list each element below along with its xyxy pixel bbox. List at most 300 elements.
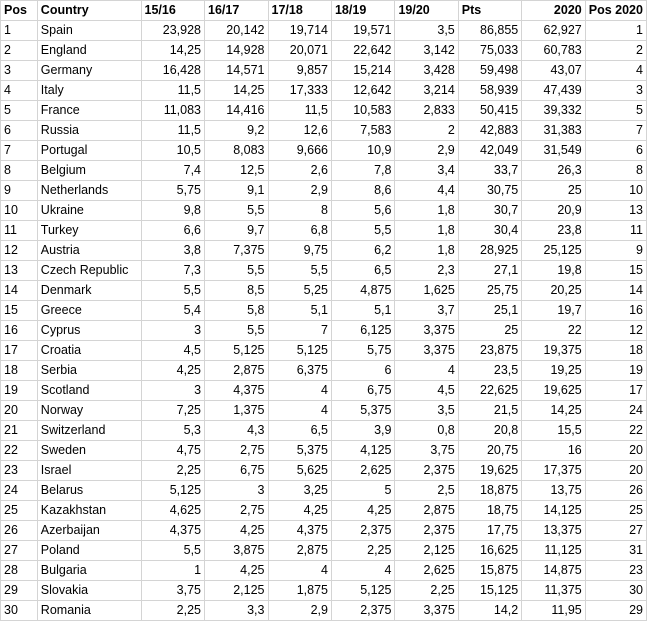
cell-season-19-20: 1,8 [395,241,458,261]
cell-season-15-16: 1 [141,561,204,581]
cell-season-19-20: 3,375 [395,341,458,361]
cell-season-16-17: 3 [205,481,268,501]
table-row [1,41,647,61]
cell-season-17-18: 5,125 [268,341,331,361]
cell-season-16-17: 5,8 [205,301,268,321]
cell-season-19-20: 2,375 [395,461,458,481]
cell-country: Poland [37,541,141,561]
table-row [1,321,647,341]
cell-season-15-16: 4,625 [141,501,204,521]
table-row [1,301,647,321]
cell-season-19-20: 2,9 [395,141,458,161]
cell-2020: 19,375 [522,341,585,361]
cell-pos: 20 [1,401,38,421]
cell-country: Spain [37,21,141,41]
cell-country: Italy [37,81,141,101]
cell-pos-2020: 18 [585,341,646,361]
table-row [1,101,647,121]
cell-country: Czech Republic [37,261,141,281]
cell-season-19-20: 2,833 [395,101,458,121]
cell-points: 25,75 [458,281,521,301]
cell-points: 30,75 [458,181,521,201]
cell-pos-2020: 7 [585,121,646,141]
table-row [1,21,647,41]
cell-season-19-20: 2 [395,121,458,141]
cell-season-17-18: 5,375 [268,441,331,461]
cell-season-17-18: 1,875 [268,581,331,601]
cell-country: Greece [37,301,141,321]
cell-season-19-20: 1,8 [395,221,458,241]
cell-pos-2020: 2 [585,41,646,61]
cell-country: Slovakia [37,581,141,601]
cell-2020: 47,439 [522,81,585,101]
cell-season-19-20: 3,375 [395,601,458,621]
cell-season-19-20: 3,142 [395,41,458,61]
header-season-15-16: 15/16 [141,1,204,21]
cell-season-19-20: 3,428 [395,61,458,81]
cell-season-17-18: 8 [268,201,331,221]
header-season-19-20: 19/20 [395,1,458,21]
cell-season-15-16: 3,75 [141,581,204,601]
header-country: Country [37,1,141,21]
header-2020: 2020 [522,1,585,21]
cell-points: 20,75 [458,441,521,461]
table-row [1,501,647,521]
cell-points: 21,5 [458,401,521,421]
cell-pos-2020: 13 [585,201,646,221]
cell-pos: 19 [1,381,38,401]
header-season-17-18: 17/18 [268,1,331,21]
cell-pos: 27 [1,541,38,561]
cell-season-15-16: 5,4 [141,301,204,321]
cell-season-16-17: 14,571 [205,61,268,81]
cell-season-16-17: 20,142 [205,21,268,41]
table-row [1,221,647,241]
cell-country: Sweden [37,441,141,461]
cell-country: Israel [37,461,141,481]
cell-2020: 16 [522,441,585,461]
cell-season-18-19: 6,2 [331,241,394,261]
cell-points: 15,125 [458,581,521,601]
cell-season-16-17: 6,75 [205,461,268,481]
table-row [1,401,647,421]
cell-pos: 12 [1,241,38,261]
cell-pos: 8 [1,161,38,181]
cell-season-18-19: 6,5 [331,261,394,281]
cell-points: 86,855 [458,21,521,41]
cell-season-17-18: 5,5 [268,261,331,281]
cell-2020: 31,383 [522,121,585,141]
cell-2020: 20,9 [522,201,585,221]
cell-2020: 60,783 [522,41,585,61]
cell-season-18-19: 4,875 [331,281,394,301]
cell-pos-2020: 6 [585,141,646,161]
cell-points: 50,415 [458,101,521,121]
cell-country: Azerbaijan [37,521,141,541]
cell-season-16-17: 2,125 [205,581,268,601]
cell-season-18-19: 10,583 [331,101,394,121]
cell-season-16-17: 2,75 [205,441,268,461]
cell-pos-2020: 19 [585,361,646,381]
cell-season-17-18: 9,75 [268,241,331,261]
cell-2020: 11,375 [522,581,585,601]
cell-season-15-16: 14,25 [141,41,204,61]
cell-season-16-17: 5,5 [205,321,268,341]
cell-points: 15,875 [458,561,521,581]
cell-season-15-16: 2,25 [141,601,204,621]
cell-season-19-20: 3,214 [395,81,458,101]
cell-country: Cyprus [37,321,141,341]
cell-2020: 14,125 [522,501,585,521]
cell-points: 42,883 [458,121,521,141]
cell-2020: 23,8 [522,221,585,241]
cell-season-18-19: 12,642 [331,81,394,101]
cell-season-17-18: 4,25 [268,501,331,521]
cell-season-17-18: 6,5 [268,421,331,441]
cell-pos: 21 [1,421,38,441]
cell-points: 42,049 [458,141,521,161]
cell-2020: 11,95 [522,601,585,621]
table-row [1,121,647,141]
cell-points: 14,2 [458,601,521,621]
cell-country: Bulgaria [37,561,141,581]
table-row [1,441,647,461]
cell-points: 27,1 [458,261,521,281]
cell-season-19-20: 3,75 [395,441,458,461]
cell-2020: 62,927 [522,21,585,41]
cell-pos: 30 [1,601,38,621]
cell-country: Netherlands [37,181,141,201]
cell-pos: 28 [1,561,38,581]
cell-season-16-17: 7,375 [205,241,268,261]
cell-season-18-19: 4,125 [331,441,394,461]
cell-pos-2020: 27 [585,521,646,541]
cell-pos: 22 [1,441,38,461]
cell-season-19-20: 2,25 [395,581,458,601]
cell-season-16-17: 4,375 [205,381,268,401]
cell-pos-2020: 9 [585,241,646,261]
cell-pos: 7 [1,141,38,161]
cell-season-16-17: 9,2 [205,121,268,141]
cell-points: 17,75 [458,521,521,541]
cell-season-18-19: 15,214 [331,61,394,81]
cell-season-16-17: 4,3 [205,421,268,441]
cell-season-17-18: 2,9 [268,181,331,201]
cell-season-15-16: 5,5 [141,281,204,301]
cell-season-17-18: 2,6 [268,161,331,181]
cell-season-16-17: 14,416 [205,101,268,121]
cell-points: 23,5 [458,361,521,381]
cell-pos-2020: 12 [585,321,646,341]
cell-country: England [37,41,141,61]
header-row [1,1,647,21]
cell-season-15-16: 5,3 [141,421,204,441]
table-row [1,521,647,541]
cell-pos: 6 [1,121,38,141]
cell-season-15-16: 5,125 [141,481,204,501]
cell-2020: 31,549 [522,141,585,161]
cell-season-18-19: 2,375 [331,601,394,621]
cell-season-18-19: 6,75 [331,381,394,401]
cell-season-18-19: 5,5 [331,221,394,241]
cell-points: 16,625 [458,541,521,561]
cell-2020: 20,25 [522,281,585,301]
cell-points: 19,625 [458,461,521,481]
cell-season-18-19: 5,1 [331,301,394,321]
table-row [1,201,647,221]
cell-pos-2020: 3 [585,81,646,101]
header-pos-2020: Pos 2020 [585,1,646,21]
cell-season-18-19: 6,125 [331,321,394,341]
cell-2020: 19,8 [522,261,585,281]
cell-pos: 25 [1,501,38,521]
cell-pos-2020: 30 [585,581,646,601]
cell-season-17-18: 19,714 [268,21,331,41]
cell-2020: 13,75 [522,481,585,501]
cell-season-17-18: 9,666 [268,141,331,161]
cell-season-19-20: 4 [395,361,458,381]
cell-season-18-19: 2,25 [331,541,394,561]
cell-points: 30,7 [458,201,521,221]
table-row [1,561,647,581]
cell-season-19-20: 1,8 [395,201,458,221]
cell-points: 18,875 [458,481,521,501]
cell-season-18-19: 8,6 [331,181,394,201]
cell-2020: 14,25 [522,401,585,421]
cell-country: Austria [37,241,141,261]
cell-points: 75,033 [458,41,521,61]
cell-season-16-17: 5,5 [205,261,268,281]
cell-season-15-16: 4,75 [141,441,204,461]
cell-season-15-16: 16,428 [141,61,204,81]
cell-season-16-17: 8,5 [205,281,268,301]
cell-pos-2020: 26 [585,481,646,501]
cell-season-18-19: 10,9 [331,141,394,161]
cell-2020: 39,332 [522,101,585,121]
cell-season-16-17: 14,25 [205,81,268,101]
cell-pos-2020: 25 [585,501,646,521]
cell-season-19-20: 2,625 [395,561,458,581]
cell-season-19-20: 4,4 [395,181,458,201]
cell-season-18-19: 2,625 [331,461,394,481]
cell-pos-2020: 5 [585,101,646,121]
table-row [1,381,647,401]
cell-season-19-20: 3,5 [395,21,458,41]
cell-season-19-20: 4,5 [395,381,458,401]
cell-season-17-18: 17,333 [268,81,331,101]
cell-season-19-20: 3,5 [395,401,458,421]
cell-season-18-19: 2,375 [331,521,394,541]
table-row [1,181,647,201]
cell-pos: 26 [1,521,38,541]
cell-points: 33,7 [458,161,521,181]
cell-season-15-16: 4,375 [141,521,204,541]
cell-country: France [37,101,141,121]
cell-season-17-18: 2,875 [268,541,331,561]
cell-country: Portugal [37,141,141,161]
cell-season-17-18: 20,071 [268,41,331,61]
cell-season-18-19: 7,583 [331,121,394,141]
cell-pos-2020: 31 [585,541,646,561]
cell-season-17-18: 5,1 [268,301,331,321]
cell-pos: 18 [1,361,38,381]
cell-pos: 23 [1,461,38,481]
cell-season-18-19: 4,25 [331,501,394,521]
cell-season-15-16: 3 [141,321,204,341]
cell-points: 59,498 [458,61,521,81]
cell-season-16-17: 3,875 [205,541,268,561]
cell-season-17-18: 6,375 [268,361,331,381]
cell-country: Serbia [37,361,141,381]
cell-season-18-19: 5,375 [331,401,394,421]
cell-season-19-20: 3,4 [395,161,458,181]
cell-country: Denmark [37,281,141,301]
cell-season-16-17: 3,3 [205,601,268,621]
cell-points: 58,939 [458,81,521,101]
cell-country: Ukraine [37,201,141,221]
cell-season-16-17: 1,375 [205,401,268,421]
cell-pos: 4 [1,81,38,101]
cell-pos-2020: 22 [585,421,646,441]
cell-season-16-17: 5,5 [205,201,268,221]
cell-season-17-18: 12,6 [268,121,331,141]
cell-season-17-18: 9,857 [268,61,331,81]
cell-2020: 25,125 [522,241,585,261]
table-row [1,281,647,301]
cell-season-16-17: 14,928 [205,41,268,61]
table-row [1,61,647,81]
cell-season-18-19: 3,9 [331,421,394,441]
cell-season-18-19: 5 [331,481,394,501]
cell-pos-2020: 29 [585,601,646,621]
cell-season-15-16: 2,25 [141,461,204,481]
cell-points: 25,1 [458,301,521,321]
cell-season-17-18: 11,5 [268,101,331,121]
cell-2020: 14,875 [522,561,585,581]
cell-pos: 14 [1,281,38,301]
cell-country: Norway [37,401,141,421]
cell-season-16-17: 2,75 [205,501,268,521]
cell-season-19-20: 2,5 [395,481,458,501]
cell-season-15-16: 7,4 [141,161,204,181]
cell-season-15-16: 3 [141,381,204,401]
cell-pos: 17 [1,341,38,361]
cell-season-15-16: 4,5 [141,341,204,361]
header-season-18-19: 18/19 [331,1,394,21]
cell-pos-2020: 20 [585,441,646,461]
table-row [1,581,647,601]
table-row [1,481,647,501]
cell-country: Switzerland [37,421,141,441]
cell-points: 25 [458,321,521,341]
cell-season-18-19: 22,642 [331,41,394,61]
cell-season-16-17: 9,1 [205,181,268,201]
cell-season-18-19: 5,6 [331,201,394,221]
table-row [1,461,647,481]
cell-season-16-17: 2,875 [205,361,268,381]
cell-season-16-17: 12,5 [205,161,268,181]
cell-season-15-16: 11,083 [141,101,204,121]
table-row [1,541,647,561]
cell-season-18-19: 7,8 [331,161,394,181]
cell-pos: 3 [1,61,38,81]
cell-pos-2020: 14 [585,281,646,301]
cell-season-15-16: 9,8 [141,201,204,221]
cell-season-19-20: 2,3 [395,261,458,281]
cell-2020: 19,625 [522,381,585,401]
cell-season-15-16: 4,25 [141,361,204,381]
cell-season-16-17: 4,25 [205,521,268,541]
table-row [1,81,647,101]
cell-season-17-18: 4 [268,381,331,401]
cell-pos-2020: 10 [585,181,646,201]
cell-2020: 15,5 [522,421,585,441]
cell-points: 20,8 [458,421,521,441]
cell-season-17-18: 5,25 [268,281,331,301]
cell-season-15-16: 11,5 [141,121,204,141]
header-pos: Pos [1,1,38,21]
cell-country: Turkey [37,221,141,241]
cell-season-15-16: 3,8 [141,241,204,261]
cell-season-19-20: 3,375 [395,321,458,341]
table-row [1,161,647,181]
cell-season-17-18: 7 [268,321,331,341]
cell-season-19-20: 3,7 [395,301,458,321]
cell-points: 28,925 [458,241,521,261]
cell-season-15-16: 7,25 [141,401,204,421]
cell-points: 23,875 [458,341,521,361]
cell-season-18-19: 19,571 [331,21,394,41]
cell-pos: 16 [1,321,38,341]
cell-pos-2020: 23 [585,561,646,581]
cell-season-17-18: 4,375 [268,521,331,541]
cell-2020: 26,3 [522,161,585,181]
cell-season-15-16: 23,928 [141,21,204,41]
cell-pos-2020: 15 [585,261,646,281]
cell-season-16-17: 8,083 [205,141,268,161]
cell-pos: 1 [1,21,38,41]
cell-2020: 11,125 [522,541,585,561]
cell-season-15-16: 10,5 [141,141,204,161]
cell-country: Kazakhstan [37,501,141,521]
cell-2020: 19,25 [522,361,585,381]
cell-season-19-20: 2,125 [395,541,458,561]
cell-season-18-19: 5,125 [331,581,394,601]
cell-season-16-17: 4,25 [205,561,268,581]
cell-pos: 24 [1,481,38,501]
table-row [1,341,647,361]
cell-season-17-18: 3,25 [268,481,331,501]
table-row [1,241,647,261]
cell-pos: 5 [1,101,38,121]
cell-2020: 13,375 [522,521,585,541]
cell-country: Croatia [37,341,141,361]
cell-country: Scotland [37,381,141,401]
cell-pos-2020: 17 [585,381,646,401]
cell-season-15-16: 5,5 [141,541,204,561]
cell-season-18-19: 4 [331,561,394,581]
cell-2020: 17,375 [522,461,585,481]
table-row [1,261,647,281]
cell-pos-2020: 20 [585,461,646,481]
cell-season-17-18: 6,8 [268,221,331,241]
cell-season-15-16: 5,75 [141,181,204,201]
cell-2020: 43,07 [522,61,585,81]
cell-pos: 9 [1,181,38,201]
table-row [1,361,647,381]
cell-season-18-19: 6 [331,361,394,381]
cell-pos-2020: 11 [585,221,646,241]
